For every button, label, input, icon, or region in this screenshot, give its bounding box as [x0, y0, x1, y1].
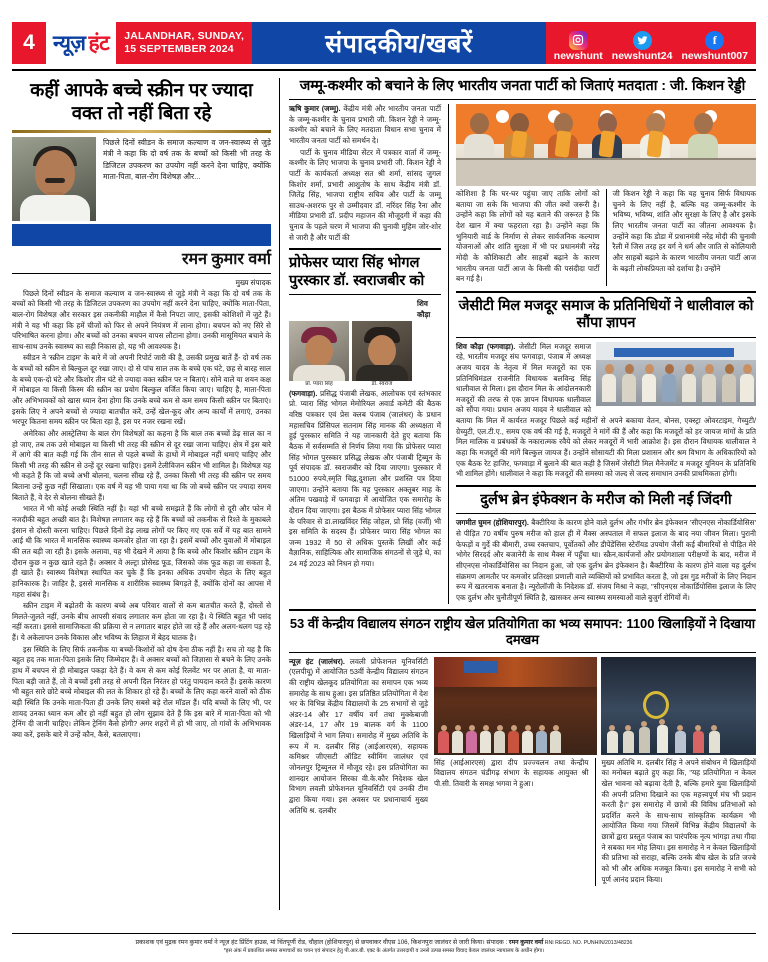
editor-photo	[12, 137, 96, 221]
jct-headline: जेसीटी मिल मजदूर समाज के प्रतिनिधियों ने धालीवाल को सौंपा ज्ञापन	[458, 297, 754, 332]
editor-intro-block	[12, 137, 271, 221]
jk-dateline: ऋषि कुमार (जम्मू).	[289, 104, 341, 114]
jk-article-block	[289, 104, 756, 604]
edition-place: JALANDHAR, SUNDAY,	[124, 30, 245, 43]
news-col-2	[449, 104, 756, 604]
jct-headline-rule	[456, 337, 756, 338]
brain-headline: दुर्लभ ब्रेन इंफेक्शन के मरीज को मिली नई जिंदगी	[480, 491, 732, 508]
byline-rule	[12, 273, 271, 274]
jk-article-headline: जम्मू-कश्मीर को बचाने के लिए भारतीय जनता पार्टी को जिताएं मतदाता : जी. किशन रेड्डी	[299, 78, 746, 94]
twitter-icon	[633, 31, 652, 50]
sports-right	[434, 657, 756, 887]
bhogal-photo-pair	[289, 321, 412, 388]
bjp-press-conference-photo	[456, 104, 756, 186]
section-title: संपादकीय/खबरें	[252, 22, 546, 64]
sports-dateline-para	[289, 657, 428, 817]
editorial-headline-line1: कहीं आपके बच्चे स्क्रीन पर ज्यादा	[30, 79, 253, 100]
sports-col3	[596, 758, 757, 887]
lamp-lighting-photo	[434, 657, 597, 755]
bhogal-headline-rule	[289, 294, 441, 295]
editorial-gold-rule	[12, 130, 271, 133]
instagram-handle: newshunt	[553, 49, 603, 62]
editorial-para: अमेरिका और आस्ट्रेलिया के बाल रोग विशेषज्ञों का कहना है कि बाल तक बच्चों डेढ़ साल का न हो जाए, तब तक उसे मोबाइल या किसी भी तरह की स्क्रीन से दूर रखा जाना चाहिए। क्षेत्र में इस बारे में आगे की बात कही गई कि तीन साल से पहले बच्चों के हाथों में मोबाइल नहीं थमाएं चाहिए और किसी भी तरह की स्क्रीन से उन्हें दूर रखना चाहिए। इसमें टेलीविजन स्क्रीन भी शामिल है। विशेषज्ञ यह भी कहते हैं कि जो बच्चे अभी बोलना, चलना सीख रहे हैं, उनका किसी भी तरह की स्क्रीन पर समय बिताना उन्हें कुछ नहीं सिखाता। एक वर्ष में यह भी पाया गया था कि जो बच्चे स्क्रीन पर ज्यादा समय बिताते हैं, वे देर से बोलना सीखते हैं।	[12, 428, 271, 502]
jk-text-two-col	[456, 189, 756, 286]
twitter-handle: newshunt24	[611, 49, 673, 62]
page-number: 4	[12, 22, 46, 64]
jk-col2-text	[456, 189, 607, 286]
editor-name: रमन कुमार वर्मा	[181, 250, 271, 268]
editorial-para: भारत में भी कोई अच्छी स्थिति नहीं है। यहां भी बच्चे समझते हैं कि लोगों से दूरी और फोन में नजदीकी बहुत अच्छी बात है। विशेषज्ञ लगातार कह रहे हैं कि बच्चों को तकनीक से रिश्ते के मुकाबले इंसान से दोस्ती करना चाहिए। पिछले दिनों डेढ़ लाख लोगों पर किए गए एक सर्वे में यह बात सामने आई थी कि भारत में मानसिक स्वास्थ्य कमजोर होता जा रहा है। इसमें बच्चों और युवाओं में मोबाइल की लत बड़ी जा रही है। इसके अलावा, यह भी देखने में आया है कि बच्चे और किशोर स्क्रीन टाइम के दौरान कुछ न कुछ खाते रहते हैं। अक्सर वे अल्ट्रा प्रोसेस्ड फूड, जिसको जंक फूड कहा जा सकता है, ही खाते हैं। स्वास्थ्य विशेषज्ञ स्थापित कर चुके हैं कि इनका अधिक उपयोग सेहत के लिए बहुत हानिकारक है। जाहिर है, इससे मानसिक व शारीरिक स्वास्थ्य बिगड़ते हैं, क्योंकि दोनों का आपस में गहरा संबंध है।	[12, 504, 271, 599]
prize-distribution-photo	[601, 657, 756, 755]
social-instagram[interactable]	[554, 31, 603, 62]
jk-para: कोशिशा है कि घर-घर पहुंचा जाए ताकि लोगों को बताया जा सके कि भाजपा की जीत क्यों जरूरी है। उन्होंने कहा कि लोगों को यह बताने की जरूरत है कि देश खान में क्या फहराता रहा है। उन्होंने कहा कि भुनियारी वार्ड के निर्माण से लेकर सार्वजनिक कल्याण योजनाओं और शांति सुरक्षा में भी पर प्रधानमंत्री नरेंद्र मोदी के कौशिकाटी और साहबों बढ़ाने के कारण भारतीय जनता पार्टी आज के किसी की पसंदीदा पार्टी बन गई है।	[456, 189, 600, 284]
edition-date: 15 SEPTEMBER 2024	[124, 43, 234, 55]
sports-photos	[434, 657, 756, 755]
brain-dateline-para	[456, 518, 756, 603]
editorial-column	[12, 78, 280, 910]
sports-para: सिंह (आईआरएस) द्वारा दीप प्रज्ज्वलन तथा केन्द्रीय विद्यालय संगठन चंडीगढ़ संभाग के सहायक आयुक्त श्री पी.सी. तिवारी के समक्ष भगवा ने हुआ।	[434, 757, 589, 788]
brain-para: बैक्टीरिया के कारण होने वाले दुर्लभ और गंभीर ब्रेन इंफेक्शन 'सीएनएस नोकार्डियोसिस' से पीड़ित 70 वर्षीय पुरुष मरीज को हाल ही में मैक्स अस्पताल में सफल इलाज के बाद नया जीवन मिला। पुरानी फेफड़ों व गुर्दे की बीमारी, उच्च रक्तचाप, पूर्वोतकों और डीपेंडेंसिस स्टेरॉयड उपयोग जैसी कई बीमारियों से पीड़ित मेरे भोगेर सिरदर्द और बजानेरी के साथ मैक्स में पहुँचा था। स्क्रैन,कार्यजनों और प्रयोगशाला परीक्षणों के बाद, मरीज में सीएनएस नोकार्डियोसिस का निदान हुआ, जो एक दुर्लभ ब्रेन इंफेक्शन है। बैक्टीरिया के कारण होने वाला यह दुर्लभ संक्रमण आमतौर पर कमजोर प्रतिरक्षा प्रणाली वाले व्यक्तियों को प्रभावित करता है, जो इस गुड मरीजों के लिए निदान रूप में खतरनाक बनाता है। न्यूरोलॉजी के निदेशक डॉ. संजय मिश्रा ने कहा, "सीएनएस नोकार्डियोसिस इलाज के लिए एक दुर्लभ और चुनौतीपूर्ण स्थिति है, खासकर अन्य स्वास्थ्य समस्याओं वाले बुजुर्ग रोगियों में।	[456, 518, 756, 602]
bhogal-caption-1: प्रो. प्यारा सिंह	[305, 381, 333, 388]
brain-dateline: जगमीत घुमन (होशियारपुर).	[456, 518, 529, 528]
bhogal-headline-line1: प्रोफेसर प्यारा सिंह भोगल	[289, 255, 420, 272]
sports-headline-rule	[289, 652, 756, 653]
bhogal-para: प्रसिद्ध पंजाबी लेखक, आलोचक एवं स्तंभकार प्रो. प्यारा सिंह भोगल मेमोरियल अवार्ड कमेटी की बैठक वरिष्ठ पत्रकार एवं प्रेस क्लब पंजाब (जालंधर) के प्रधान महासचिव प्रिंसिपल सतनाम सिंह मानक की अध्यक्षता में हुई पुरस्कार समिति ने यह जानकारी देते हुए बताया कि बैठक में सर्वसम्मति से निर्णय लिया गया कि प्रोफेसर प्यारा सिंह भोगल पुरस्कार प्रसिद्ध लेखक और पंजाबी ट्रिब्यून के पूर्व संपादक डॉ. स्वराजबीर को दिया जाएगा। पुरस्कार में 51000 रुपये,स्मृति चिह्न,दुशाला और प्रशस्ति पत्र दिया जाएगा। उन्होंने बताया कि यह पुरस्कार अक्तूबर माह के अंतिम पखवाड़े में फगवाड़ा में आयोजित एक समारोह के दौरान दिया जाएगा। इस बैठक में प्रोफेसर प्यारा सिंह भोगल के परिवार से डा.लाखविंदर सिंह जोहल, प्रो सिंह (वर्जी) भी इस समिति के सदस्य हैं। प्रोफेसर प्यारा सिंह भोगल का जन्म 1932 में 50 से अधिक पुस्तकें लिखीं और कई वैज्ञानिक, साहित्यिक और सामाजिक संगठनों से जुड़े थे, का 24 मई 2023 को निधन हो गया।	[289, 388, 441, 569]
editorial-headline-line2: वक्त तो नहीं बिता रहे	[71, 102, 212, 124]
logo-text-secondary: हंट	[88, 32, 110, 55]
footer-disclaimer: *इस अंक में प्रकाशित समस्त समाचारों का चयन एवं संपादन हेतु पी.आर.बी. एक्ट के अंतर्गत उत्तरदायी व उनसे उत्पन्न समस्त विवाद केवल जालंधर न्यायालय के अधीन होगा।	[223, 948, 545, 955]
jct-delegation-photo	[596, 342, 756, 406]
jct-body	[456, 342, 756, 480]
newspaper-page	[0, 22, 768, 962]
jct-para: जेसीटी मिल मजदूर समाज रहे, भारतीय मजदूर संघ फगवाड़ा, पंजाब में अध्यक्ष अजय यादव के नेतृत्व में मिल मजदूरों का एक प्रतिनिधिमंडल राजनीति विधायक बलविन्द्र सिंह धालीवाल से मिला। इस दौरान मिल के आंदोलनकारी मजदूरों की तरफ से एक ज्ञापन विधायक धालीवाल को सौंपा गया। प्रधान अजय यादव ने धालीवाल को बताया कि मिल में कार्यरत मजदूर पिछले कई महीनों से अपने बकाया वेतन, बोनस, एक्स्ट्रा ओवरटाइम, गेच्युटी/ग्रेच्युटी, एल.टी.ए., समय एक वर्ष की गई है, मजदूरों ने मांगें की हैं और कहा कि मजदूरों को हर जायज मांगों के प्रति मिल मालिक व प्रबंधकों के नकारात्मक रवैये को लेकर मजदूरों में भारी आक्रोश है। इस दौरान विधायक धालीवाल ने कहा कि मजदूरों की मांगें बिल्कुल जायज हैं। उन्होंने सोसायटी की मिला प्रशासन और श्रम विभाग के अधिकारियों को एक बैठक रेट हाजिर, फगवाड़ा में बुलाने की बात कही है जिसमें जेसीटी मिल मैनेजमेंट व मजदूर यूनियन के प्रतिनिधि भी शामिल होंगे। धालीवाल ने कहा कि मजदूरों की समस्या को जल्द से जल्द समाधान उनकी प्राथमिकता होगी।	[456, 341, 756, 479]
jk-headline-rule	[289, 99, 756, 100]
sports-block	[289, 657, 756, 887]
footer-imprint-text: प्रकाशक एवं मुद्रक रमन कुमार वर्मा ने न्यूज़ हंट प्रिंटिंग हाउस, मां चिंतपूर्णी रोड, चौहाल (होशियारपुर) से छपवाकर वीएस 106, किशनपुरा जालंधर से जारी किया। संपादक :	[135, 939, 509, 947]
editorial-para: पिछले दिनों स्वीडन के समाज कल्याण व जन-स्वास्थ्य से जुड़े मंत्री ने कहा कि दो वर्ष तक के बच्चों को किसी भी तरह के डिजिटल उपकरण का उपयोग नहीं करने देना चाहिए, क्योंकि माता-पिता, बाल-रोग विशेषज्ञ और सरकार इस तकनीकी माहौल में कैसे निपटा जाए, इसकी कोशिशों में जुटे हैं। मंत्री ने यह भी कहा कि हमें चीजों को फिर से अपने नियंत्रण में लाना होगा। बचपन को नए सिरे से परिभाषित करना होगा। और बच्चों को उनका बचपन वापस लौटाना होगा। उनकी मासूमियत बचाने के साथ-साथ उनके स्वास्थ्य का सही निकास हो, यह भी आवश्यक है।	[12, 288, 271, 351]
jk-col1-text	[289, 104, 441, 243]
page-body	[12, 78, 756, 910]
bhogal-photo-2	[352, 321, 412, 381]
social-links	[546, 22, 756, 64]
footer-rni: RNI REGD. NO. PUNHIN/2013/48236	[543, 940, 633, 947]
footer-rule	[12, 933, 756, 934]
brain-top-rule	[456, 485, 756, 487]
masthead	[12, 22, 756, 64]
instagram-icon	[569, 31, 588, 50]
bhogal-dateline: शिव कौड़ा (फगवाड़ा).	[289, 299, 431, 398]
jk-para: पार्टी के चुनाव मीडिया सेंटर में पत्रकार वार्ता में जम्मू-कश्मीर के लिए भाजपा के चुनाव प्रभारी जी. किशन रेड्डी ने पार्टी के कार्यकर्ता अध्यक्ष सत श्री शर्मा, सांसद जुगल किशोर शर्मा, प्रभारी आशुतोष के साथ केंद्रीय मंत्री डॉ. जितेंद्र सिंह, भाजपा राष्ट्रीय सचिव और पार्टी के जम्मू साउथ-अशरफ पुर से उम्मीदवार डॉ. नरिंदर सिंह रैना और मीडिया प्रभारी डॉ. प्रदीप महाजन की मौजूदगी में कहा की चुनाव के पहले चरण में भाजपा की चुनावी मुहिम जोर-शोर से जारी है और पार्टी की	[289, 147, 441, 242]
logo-text-primary: न्यूज़	[53, 32, 86, 55]
facebook-icon: f	[705, 31, 724, 50]
sports-headline: 53 वीं केन्द्रीय विद्यालय संगठन राष्ट्रीय खेल प्रतियोगिता का भव्य समापन: 1100 खिलाड़ियों ने दिखाया दमखम	[289, 616, 756, 648]
sports-col2	[434, 758, 596, 887]
edition-dateline	[116, 22, 252, 64]
bhogal-headline	[289, 255, 441, 290]
footer-editor-name: रमन कुमार वर्मा	[508, 939, 544, 947]
masthead-divider	[12, 69, 756, 71]
editorial-para: स्वीडन ने 'स्क्रीन टाइम' के बारे में जो अपनी रिपोर्ट जारी की है, उसकी प्रमुख बातें हैं- दो वर्ष तक के बच्चों को स्क्रीन से बिल्कुल दूर रखा जाए। दो से पांच साल तक के बच्चे एक घंटे, छह से बारह साल के बच्चे एक-दो घंटे और किशोर तीन घंटे से ज्यादा वक्त स्क्रीन पर न बिताएं। सोने वाले या शयन कक्ष में मोबाइल या किसी किस्म की स्क्रीन का प्रयोग बिल्कुल वर्जित किया जाए। चाहिए है, माता-पिता और अभिभावकों को खास ध्यान देना होगा कि उनके बच्चे कम से कम समय किसी स्क्रीन पर बिताएं। इसके लिए ने अपने बच्चों से ज्यादा बातचीत करें, उन्हें खेल-कूद और अन्य कार्यों में लगाएं, उनका भरपूर कितना समय स्क्रीन पर बिता रहा है, इस पर नजर रखना रखें।	[12, 353, 271, 427]
sports-top-rule	[289, 609, 756, 611]
editorial-body	[12, 289, 271, 741]
social-facebook[interactable]	[681, 31, 748, 62]
bhogal-caption-2: डॉ. स्वराज	[371, 381, 393, 388]
sports-dateline: न्यूज़ हंट (जालंधर).	[289, 656, 345, 666]
bhogal-top-rule	[289, 248, 441, 250]
jct-dateline: शिव कौड़ा (फगवाड़ा).	[456, 341, 516, 351]
social-twitter[interactable]	[612, 31, 673, 62]
editorial-intro-text: पिछले दिनों स्वीडन के समाज कल्याण व जन-स्वास्थ्य से जुड़े मंत्री ने कहा कि दो वर्ष तक के बच्चों को किसी भी तरह के डिजिटल उपकरण का उपयोग नहीं करने देना चाहिए, क्योंकि माता-पिता, बाल-रोग विशेषज्ञ और...	[103, 137, 271, 182]
newspaper-logo	[46, 22, 116, 64]
jk-para: केंद्रीय मंत्री और भारतीय जनता पार्टी के जम्मू-कश्मीर के चुनाव प्रभारी जी. किशन रेड्डी ने जम्मू-कश्मीर को बचाने के लिए मतदाता विधान सभा चुनाव में भारतीय जनता पार्टी को समर्थन दे।	[289, 104, 442, 145]
jk-para: जी किशन रेड्डी ने कहा कि यह चुनाव सिर्फ विधायक चुनने के लिए नहीं है, बल्कि यह जम्मू-कश्मीर के भविष्य, भविष्य, शांति और सुरक्षा के लिए है और इसके लिए भारतीय जनता पार्टी का जीतना आवश्यक है। उन्होंने कहा कि डोडा में प्रधानमंत्री नरेंद्र मोदी की चुनावी रैली में जिस तरह हर वर्ग ने धर्म और जाति से कोलियारी और साहबों बढ़ाने के कारण भारतीय जनता पार्टी आज के बढ़ती लोकप्रियता को दर्शाया है। उन्होंने	[612, 189, 756, 273]
sports-text-two-col	[434, 758, 756, 887]
jct-top-rule	[456, 291, 756, 293]
brain-body	[456, 518, 756, 603]
bhogal-body	[289, 299, 441, 570]
sports-para: लवली प्रोफेशनल यूनिवर्सिटी (एलपीयू) में आयोजित 53वीं केन्द्रीय विद्यालय संगठन की राष्ट्रीय खेलकूद प्रतियोगिता का समापन एक भव्य समारोह के साथ हुआ। इस प्रतिष्ठित प्रतियोगिता में देश भर के विभिन्न केंद्रीय विद्यालयों के 25 सभागों से जुड़े अंडर-14 और 17 वर्षीय वर्ग तथा मुक्केबाजी अंडर-14, 17 और 19 बालक वर्ग के 1100 खिलाड़ियों ने भाग लिया। समारोह में मुख्य अतिथि के रूप में म. दलबीर सिंह (आईआरएस), सहायक कमिश्नर जीएसटी ऑडिट स्वीमिंग जालंधर एवं जोनलपुर ट्रिब्यूनल में मौजूद रहे। इस प्रतियोगिता का शानदार आयोजन सिरका वी.के.कौर निदेशक खेल विभाग लवली प्रोफेशनल यूनिवर्सिटी एवं उनकी टीम द्वारा किया गया। इस अवसर पर प्रधानाचार्य मुख्य अतिथि श्र. दलबीर	[289, 656, 428, 815]
bhogal-photo-1	[289, 321, 349, 381]
bhogal-headline-line2: पुरस्कार डॉ. स्वराजबीर को	[289, 272, 425, 289]
news-columns	[280, 78, 756, 910]
byline-bar	[12, 224, 271, 246]
brain-headline-rule	[456, 513, 756, 514]
facebook-handle: newshunt007	[681, 49, 748, 62]
news-col-1	[289, 104, 449, 604]
sports-col1	[289, 657, 434, 887]
editorial-headline	[12, 78, 271, 125]
editorial-para: इस स्थिति के लिए सिर्फ तकनीक या बच्चों-किशोरों को दोष देना ठीक नहीं है। सच तो यह है कि बहुत हद तक माता-पिता इसके लिए जिम्मेदार हैं। वे अक्सर बच्चों को जिज्ञासा से बचने के लिए उनके हाथ में बचपन से ही मोबाइल पकड़ा देते हैं। वे कम से कम कोई रिलवेंट भर पर आता है, या माता-पिता बड़ी जाते हैं, तो वे बच्चों इसी तरह से अपनी दिल निरंतर हो परंतु पायदान करते हैं। इसके कारण भी बहुत सारे छोटे बच्चे मोबाइल की लत के शिकार हो रहे हैं। बच्चों के लिए कहा करने वालों को ठीक बड़ी स्थिति कि उनके माता-पिता ही उनके लिए सबसे बड़े रोल मॉडल हैं। यदि बच्चों के लिए भी, पर शायद उनका ध्यान कम और हो नहीं बहुत हो लोग सुझाव देते हैं कि इस बारे में माता-पिता को भी ट्रेनिंग दी जानी चाहिए। लेकिन ट्रेनिंग कैसे होगी? अगर शहरों में हो भी जाए, तो गांवों के अभिभावक क्या करें, इसके बारे में उन्हें कौन, कैसे, बतलाएगा।	[12, 644, 271, 739]
jk-dateline-para	[289, 104, 441, 147]
editorial-para: स्क्रीन टाइम में बढ़ोतरी के कारण बच्चे अब परिवार वालों से कम बातचीत करते हैं, दोस्तों से मिलते-जुलते नहीं, उनके बीच आपसी संवाद लगातार कम होता जा रहा है। ये स्थिति बहुत भी पसंद नहीं करता। इससे सामाजिकता की प्रक्रिया से न लगातार बाहर होते जा रहे हैं और अलग-थलग पड़ रहे हैं। ये अकेलापन उनके विकास और भविष्य के लिहाज में बेहद घातक है।	[12, 601, 271, 643]
page-footer	[12, 929, 756, 956]
jk-col3-text	[607, 189, 757, 286]
sports-para: मुख्य अतिथि म. दलबीर सिंह ने अपने संबोधन में खिलाड़ियों का मनोबल बढ़ाते हुए कहा कि, "यह प्रतियोगिता न केवल खेल भावना को बढ़ावा देती है, बल्कि हमारे युवा खिलाड़ियों की अपनी प्रतिभा दिखाने का एक महत्त्वपूर्ण मंच भी प्रदान करती है।" इस समारोह में छात्रों की विविध प्रतिभाओं को प्रदर्शित करने के साथ-साथ सांस्कृतिक कार्यक्रम भी आयोजित किया गया जिसमें विभिन्न केंद्रीय विद्यालयों के छात्रों द्वारा प्रस्तुत पंजाब का पारंपरिक नृत्य भांगड़ा तथा गीदा ने सबका मन मोह लिया। इस समारोह ने न केवल खिलाड़ियों की प्रतिभा को सराहा, बल्कि उनके बीच खेल के प्रति जज्बे को भी और अधिक मजबूत किया। इस समारोह ने सभी को पूर्ण आनंद प्रदान किया।	[601, 757, 756, 884]
editor-role: मुख्य संपादक	[235, 277, 271, 287]
